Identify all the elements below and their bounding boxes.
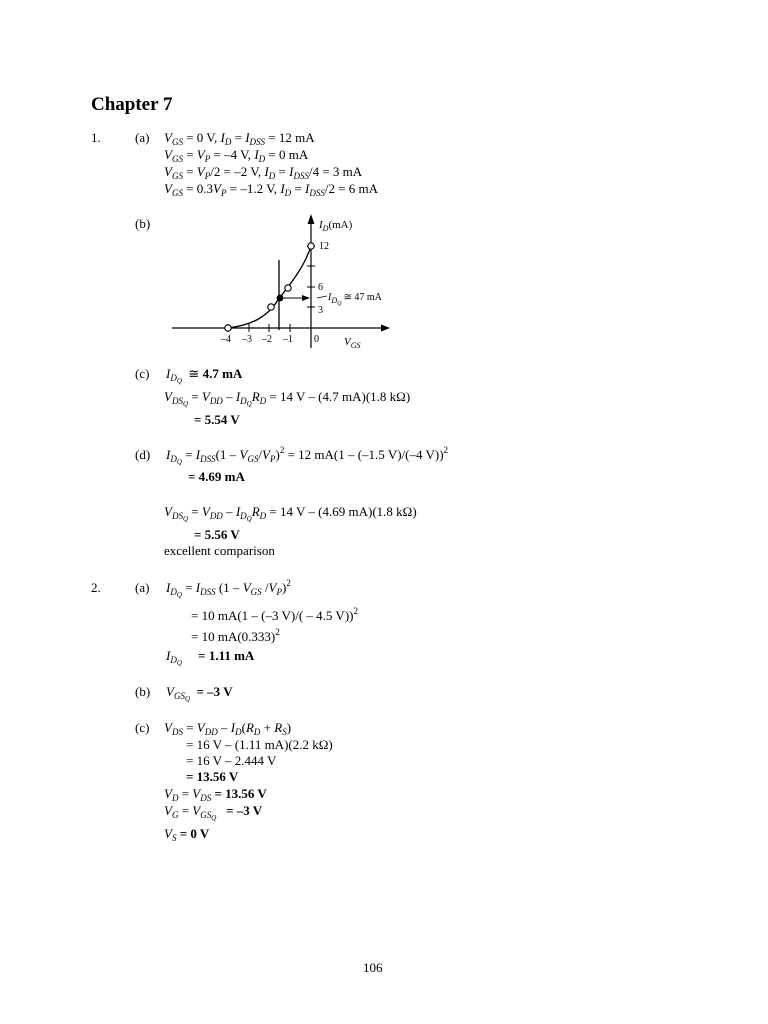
problem-2c-line-5: $V_D = V_{DS} = 13.56$ V xyxy=(164,786,267,803)
point-idss xyxy=(308,243,314,249)
problem-1b-label: (b) xyxy=(135,216,151,231)
problem-2b-line: $V_{GS_Q} = -3$ V xyxy=(166,684,233,703)
problem-2c-line-2: = 16 V – (1.11 mA)(2.2 kΩ) xyxy=(186,737,333,752)
x-tick-label-minus-4: –4 xyxy=(221,334,231,345)
problem-2c-line-7: $V_S = 0$ V xyxy=(164,826,210,843)
problem-1c-line-1: $I_{D_Q}$ ≅ 4.7 mA xyxy=(166,366,243,385)
point-vp xyxy=(225,325,231,331)
y-tick-label-6: 6 xyxy=(318,282,323,293)
problem-2a-label: (a) xyxy=(135,580,150,595)
problem-2a-line-3: = 10 $mA(0.333)^2$ xyxy=(191,627,280,644)
problem-2c-label: (c) xyxy=(135,720,150,735)
problem-1c-line-3: = 5.54 V xyxy=(194,412,240,427)
problem-2a-line-4: $I_{D_Q}$ = 1.11 mA xyxy=(166,648,255,667)
problem-1c-label: (c) xyxy=(135,366,150,381)
problem-2c-line-6: $V_G = V_{GS_Q} = -3$ V xyxy=(164,803,263,822)
problem-1d-line-3: $V_{DS_Q} = V_{DD} - I_{D_Q}R_D = 14$ V – (4.69 mA)(1.8 kΩ) xyxy=(164,504,417,523)
problem-2-number: 2. xyxy=(91,580,101,595)
q-annotation: $I_{DQ}≅$ 47 mA xyxy=(328,292,382,307)
page-number: 106 xyxy=(363,960,383,975)
problem-1a-line-3: $V_{GS} = V_P/2 = -2$ V, $I_D = I_{DSS}/4 = 3$ mA xyxy=(164,164,363,181)
x-axis-label: $V_{GS}$ xyxy=(344,336,361,350)
y-tick-label-12: 12 xyxy=(319,241,329,252)
y-tick-label-3: 3 xyxy=(318,305,323,316)
problem-1d-line-5: excellent comparison xyxy=(164,543,275,558)
point-6ma xyxy=(285,285,291,291)
x-tick-label-minus-2: –2 xyxy=(262,334,272,345)
problem-1a-label: (a) xyxy=(135,130,150,145)
q-point xyxy=(277,295,284,302)
transfer-curve xyxy=(228,246,311,328)
problem-2a-line-2: = 10 mA(1 – (–3 V)/( – 4.5 V))$^2$ xyxy=(191,606,358,623)
x-tick-label-minus-1: –1 xyxy=(283,334,293,345)
problem-1d-line-2: = 4.69 mA xyxy=(188,469,245,484)
problem-2c-line-3: = 16 V – 2.444 V xyxy=(186,753,277,768)
problem-2c-line-1: $V_{DS} = V_{DD} - I_D(R_D + R_S)$ xyxy=(164,720,292,737)
problem-2a-line-1: $I_{D_Q} = I_{DSS}$ ($1 - V_{GS}$ $/V_P)^2$ xyxy=(166,578,291,599)
problem-1-number: 1. xyxy=(91,130,101,145)
x-tick-label-0: 0 xyxy=(314,334,319,345)
q-point-arrow-head xyxy=(302,295,310,301)
problem-1d-label: (d) xyxy=(135,447,151,462)
problem-1a-line-2: $V_{GS} = V_P = -4$ V, $I_D = 0$ mA xyxy=(164,147,309,164)
transfer-curve-graph xyxy=(168,208,408,358)
annotation-leader xyxy=(317,296,327,298)
point-3ma xyxy=(268,304,274,310)
y-axis-label: $I_D(mA)$ xyxy=(319,219,353,233)
problem-2c-line-4: = 13.56 V xyxy=(186,769,239,784)
chapter-title: Chapter 7 xyxy=(91,94,173,115)
x-axis-arrow xyxy=(381,325,390,332)
problem-1d-line-1: $I_{D_Q} = I_{DSS}(1 - V_{GS}/V_P)^2 = 12$ mA(1 – (–1.5 V)/(–4 V))$^2$ xyxy=(166,445,449,466)
problem-1c-line-2: $V_{DS_Q} = V_{DD} - I_{D_Q}R_D = 14$ V – (4.7 mA)(1.8 kΩ) xyxy=(164,389,411,408)
x-tick-label-minus-3: –3 xyxy=(242,334,252,345)
problem-1a-line-4: $V_{GS} = 0.3V_P = -1.2$ V, $I_D = I_{DSS}/2 = 6$ mA xyxy=(164,181,379,198)
problem-1a-line-1: $V_{GS} = 0$ V, $I_D = I_{DSS} = 12$ mA xyxy=(164,130,315,147)
problem-2b-label: (b) xyxy=(135,684,151,699)
y-axis-arrow xyxy=(308,214,315,224)
problem-1d-line-4: = 5.56 V xyxy=(194,527,240,542)
